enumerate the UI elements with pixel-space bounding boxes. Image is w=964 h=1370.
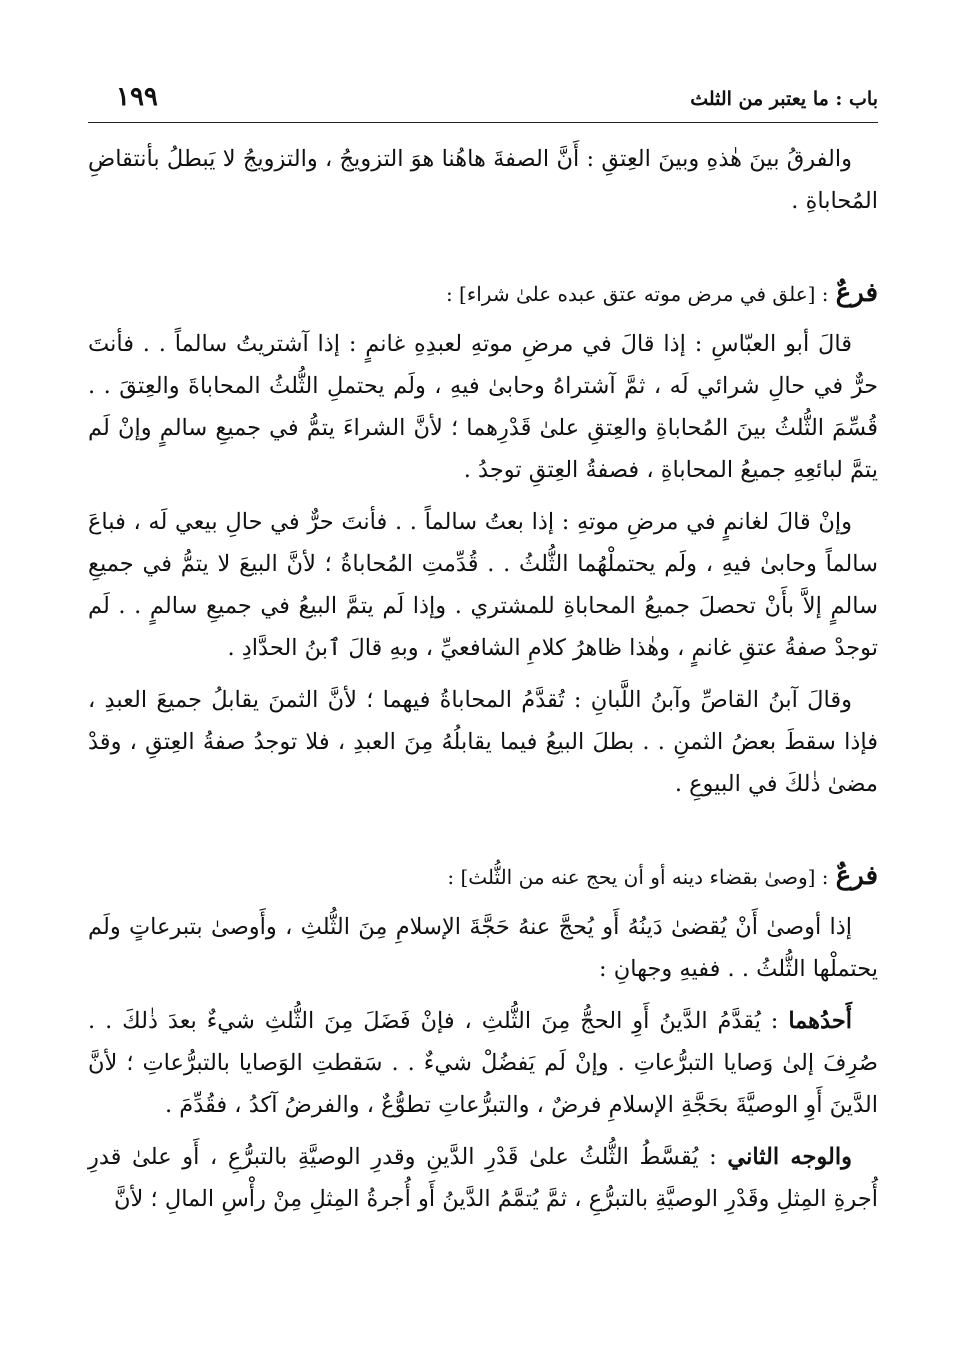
chapter-title: باب : ما يعتبر من الثلث: [690, 88, 878, 110]
paragraph-2: قالَ أبو العبّاسِ : إذا قالَ في مرضِ موتهِ لعبدِهِ غانمٍ : إذا آشتريتُ سالماً . . فأنتَ حرٌّ في حالِ شرائي لَه ، ثمَّ آشتراهُ وحابىٰ فيهِ ، ولَم يحتملِ الثُّلثُ المحاباةَ والعِتقَ . . قُسِّمَ الثُّلثُ بينَ المُحاباةِ والعِتقِ علىٰ قَدْرِهما ؛ لأنَّ الشراءَ يتمُّ في جميعِ سالمٍ وإنْ لَم يتمَّ لبائعِهِ جميعُ المحاباةِ ، فصفةُ العِتقِ توجدُ .: [88, 331, 878, 483]
branch-heading-2: [88, 855, 878, 898]
spacer: [88, 491, 878, 501]
spacer: [88, 898, 878, 906]
branch-heading-1: [88, 272, 878, 315]
branch-title: : [علق في مرض موته عتق عبده علىٰ شراء] :: [445, 282, 829, 306]
page-header: [88, 78, 878, 122]
paragraph-7: [88, 1136, 878, 1220]
document-page: [88, 78, 878, 1358]
page-body: [88, 138, 878, 1220]
section-gap: [88, 222, 878, 272]
branch-label: فرعٌ: [835, 278, 878, 308]
spacer: [88, 669, 878, 679]
section-gap: [88, 805, 878, 855]
paragraph-6: [88, 1000, 878, 1126]
paragraph-lead: أَحدُهما: [788, 1008, 853, 1034]
branch-title: : [وصىٰ بقضاء دينه أو أن يحج عنه من الثُّلث] :: [447, 865, 829, 889]
paragraph-4: وقالَ آبنُ القاصِّ وآبنُ اللَّبانِ : تُقدَّمُ المحاباةُ فيهما ؛ لأنَّ الثمنَ يقابلُ جميعَ العبدِ ، فإذا سقطَ بعضُ الثمنِ . . بطلَ البيعُ فيما يقابلُهُ مِنَ العبدِ ، فلا توجدُ صفةُ العِتقِ ، وقدْ مضىٰ ذٰلكَ في البيوعِ .: [88, 687, 878, 797]
page-number: ١٩٩: [116, 82, 158, 112]
paragraph-text: : يُقسَّطُ الثُّلثُ علىٰ قَدْرِ الدَّينِ وقدرِ الوصيَّةِ بالتبرُّعِ ، أَو علىٰ قدرِ أُجرةِ المِثلِ وقَدْرِ الوصيَّةِ بالتبرُّعِ ، ثمَّ يُتمَّمُ الدَّينُ أَو أُجرةُ المِثلِ مِنْ رأْسِ المالِ ؛ لأنَّ: [88, 1144, 878, 1212]
paragraph-lead: والوجه الثاني: [727, 1144, 852, 1170]
paragraph-text: : يُقدَّمُ الدَّينُ أَوِ الحجُّ مِنَ الثُّلثِ ، فإنْ فَضَلَ مِنَ الثُّلثِ شيءٌ بعدَ ذٰلكَ . . صُرِفَ إلىٰ وَصايا التبرُّعاتِ . وإنْ لَم يَفضُلْ شيءٌ . . سَقطتِ الوَصايا بالتبرُّعاتِ ؛ لأنَّ الدَّينَ أَوِ الوصيَّةَ بحَجَّةِ الإسلامِ فرضٌ ، والتبرُّعاتِ تطوُّعٌ ، والفرضُ آكدُ ، فقُدِّمَ .: [88, 1008, 878, 1118]
spacer: [88, 315, 878, 323]
paragraph-3: وإنْ قالَ لغانمٍ في مرضِ موتهِ : إذا بعتُ سالماً . . فأنتَ حرٌّ في حالِ بيعي لَه ، فباعَ سالماً وحابىٰ فيهِ ، ولَم يحتملْهُما الثُّلثُ . . قُدِّمتِ المُحاباةُ ؛ لأنَّ البيعَ لا يتمُّ في جميعِ سالمٍ إلاَّ بأَنْ تحصلَ جميعُ المحاباةِ للمشتري . وإذا لَم يتمَّ البيعُ في جميعِ سالمٍ . . لَم توجدْ صفةُ عتقِ غانمٍ ، وهٰذا ظاهرُ كلامِ الشافعيِّ ، وبهِ قالَ ٱبنُ الحدَّادِ .: [88, 509, 878, 661]
paragraph-5: إذا أوصىٰ أَنْ يُقضىٰ دَينُهُ أَو يُحجَّ عنهُ حَجَّةَ الإسلامِ مِنَ الثُّلثِ ، وأَوصىٰ بتبرعاتٍ ولَم يحتملْها الثُّلثُ . . ففيهِ وجهانِ :: [88, 914, 878, 982]
header-divider: [88, 122, 878, 123]
spacer: [88, 990, 878, 1000]
branch-label: فرعٌ: [835, 861, 878, 891]
paragraph-1: والفرقُ بينَ هٰذهِ وبينَ العِتقِ : أَنَّ الصفةَ هاهُنا هوَ التزويجُ ، والتزويجُ لا يَبطلُ بأنتقاضِ المُحاباةِ .: [88, 146, 878, 214]
spacer: [88, 1126, 878, 1136]
